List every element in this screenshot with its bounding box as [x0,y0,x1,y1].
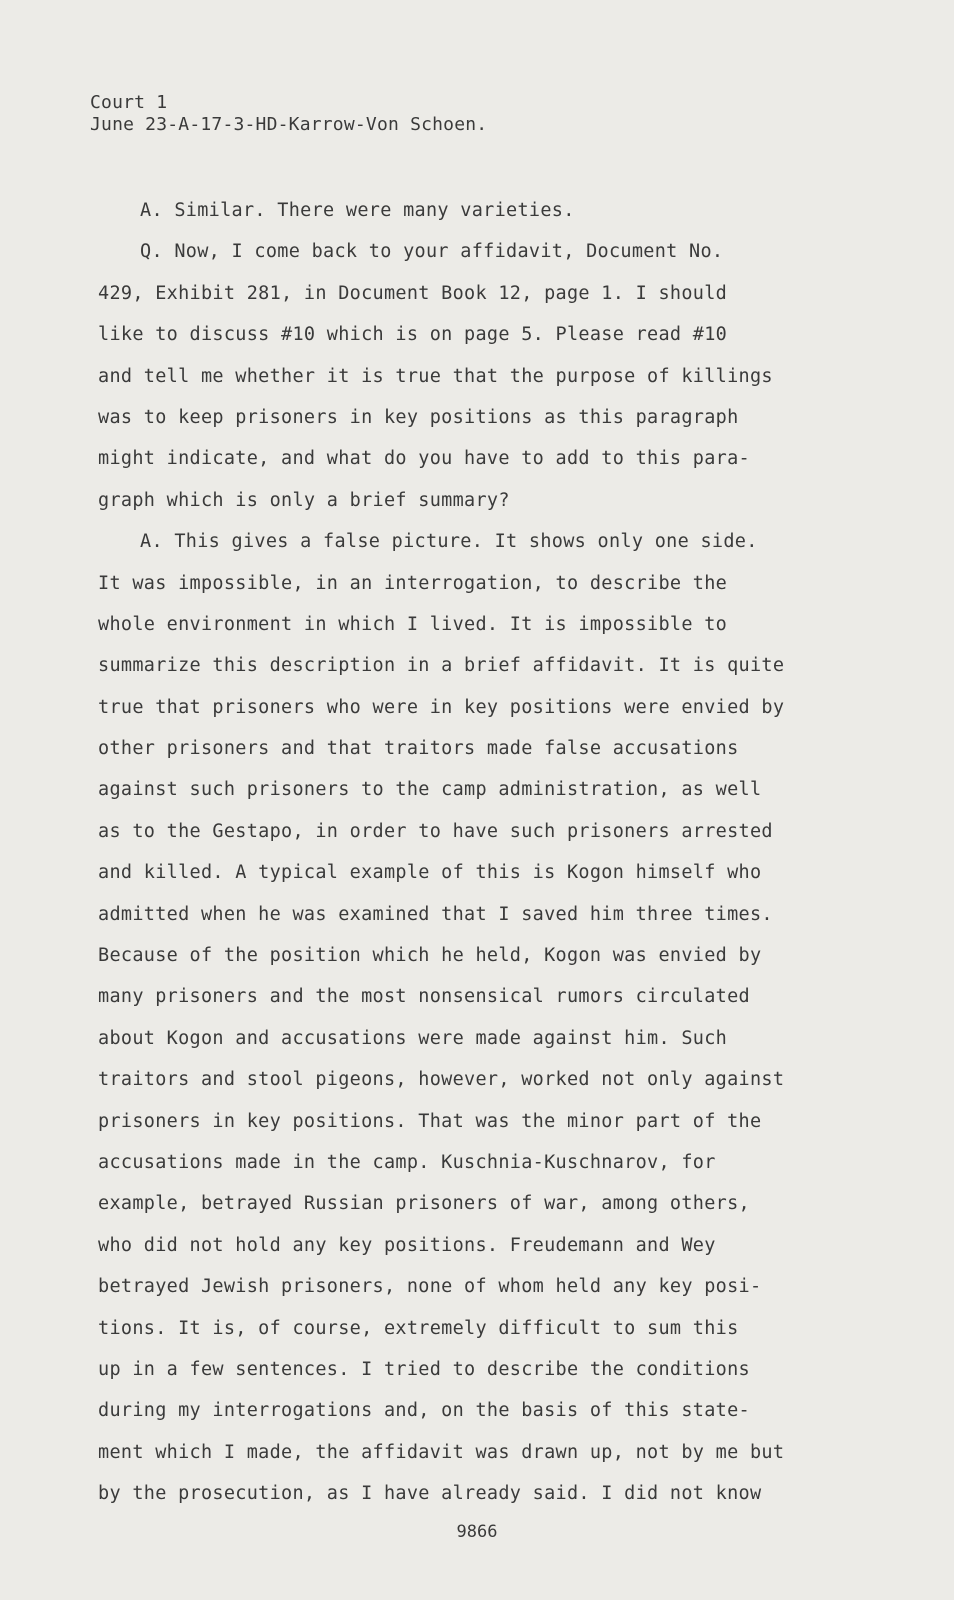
transcript-line: ment which I made, the affidavit was drawn up, not by me but [98,1441,785,1463]
transcript-line: 429, Exhibit 281, in Document Book 12, page 1. I should [98,282,728,304]
transcript-line: It was impossible, in an interrogation, to describe the [98,572,728,594]
transcript-line: about Kogon and accusations were made against him. Such [98,1027,728,1049]
transcript-line: graph which is only a brief summary? [98,489,510,511]
transcript-line: betrayed Jewish prisoners, none of whom held any key posi- [98,1276,762,1298]
page-number: 9866 [456,1522,498,1542]
transcript-line: who did not hold any key positions. Freudemann and Wey [98,1234,716,1256]
transcript-line: example, betrayed Russian prisoners of war, among others, [98,1193,750,1215]
transcript-line: and killed. A typical example of this is Kogon himself who [98,862,762,884]
transcript-line: like to discuss #10 which is on page 5. Please read #10 [98,324,728,346]
transcript-line: by the prosecution, as I have already said. I did not know [98,1483,762,1505]
transcript-line: against such prisoners to the camp administration, as well [98,779,762,801]
transcript-line: up in a few sentences. I tried to describe the conditions [98,1358,750,1380]
transcript-line: traitors and stool pigeons, however, worked not only against [98,1069,785,1091]
transcript-line: summarize this description in a brief affidavit. It is quite [98,655,785,677]
transcript-line: accusations made in the camp. Kuschnia-Kuschnarov, for [98,1151,716,1173]
transcript-line: Q. Now, I come back to your affidavit, Document No. [140,241,724,263]
transcript-line: tions. It is, of course, extremely difficult to sum this [98,1317,739,1339]
transcript-body [98,190,858,1515]
transcript-line: Because of the position which he held, Kogon was envied by [98,945,762,967]
transcript-line: might indicate, and what do you have to add to this para- [98,448,750,470]
transcript-line: whole environment in which I lived. It is impossible to [98,613,728,635]
document-header [90,92,487,136]
transcript-line: was to keep prisoners in key positions as this paragraph [98,406,739,428]
transcript-line: other prisoners and that traitors made false accusations [98,738,739,760]
transcript-line: A. This gives a false picture. It shows only one side. [140,531,758,553]
court-label: Court 1 [90,92,168,113]
transcript-line: admitted when he was examined that I saved him three times. [98,903,773,925]
transcript-line: and tell me whether it is true that the purpose of killings [98,365,773,387]
transcript-line: during my interrogations and, on the basis of this state- [98,1400,750,1422]
transcript-line: prisoners in key positions. That was the minor part of the [98,1110,762,1132]
transcript-line: many prisoners and the most nonsensical rumors circulated [98,986,750,1008]
transcript-line: as to the Gestapo, in order to have such prisoners arrested [98,820,773,842]
session-label: June 23-A-17-3-HD-Karrow-Von Schoen. [90,114,488,135]
transcript-line: true that prisoners who were in key positions were envied by [98,696,785,718]
transcript-line: A. Similar. There were many varieties. [140,200,575,221]
